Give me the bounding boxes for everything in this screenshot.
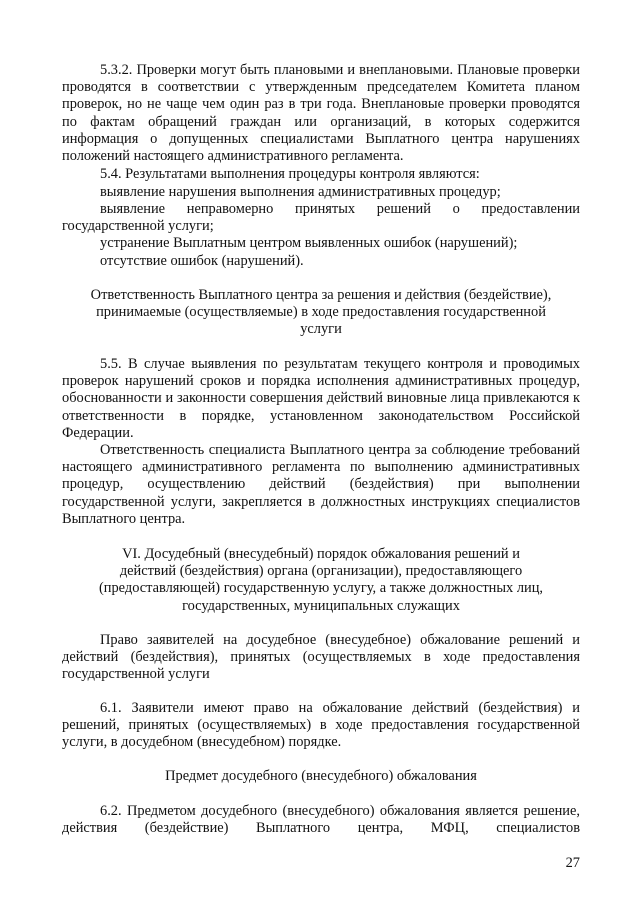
paragraph-right-to-appeal: Право заявителей на досудебное (внесудебное) обжалование решений и действий (бездействия), принятых (осуществляемых в ходе предоставления государственной услуги <box>62 632 580 683</box>
paragraph-6-1: 6.1. Заявители имеют право на обжалование действий (бездействия) и решений, принятых (осуществляемых) в ходе предоставления государственной услуги, в досудебном (внесудебном) порядке. <box>62 700 580 751</box>
list-item-no-errors: отсутствие ошибок (нарушений). <box>100 253 304 269</box>
heading-line: государственных, муниципальных служащих <box>182 597 460 614</box>
list-item-elimination: устранение Выплатным центром выявленных ошибок (нарушений); <box>100 235 518 251</box>
heading-line: VI. Досудебный (внесудебный) порядок обжалования решений и <box>122 546 520 562</box>
heading-line: (предоставляющей) государственную услугу, а также должностных лиц, <box>98 580 544 597</box>
paragraph-5-5: 5.5. В случае выявления по результатам текущего контроля и проводимых проверок нарушений сроков и порядка исполнения административных процедур, обоснованности и законности совершения действий виновные лица привлекаются к ответственности в порядке, установленном законодательством Российской Федерации. <box>62 356 580 441</box>
heading-line: действий (бездействия) органа (организации), предоставляющего <box>119 563 523 580</box>
paragraph-5-3-2: 5.3.2. Проверки могут быть плановыми и внеплановыми. Плановые проверки проводятся в соответствии с утвержденным председателем Комитета планом проверок, но не чаще чем один раз в три года. Внеплановые проверки проводятся по фактам обращений граждан или организаций, в которых содержится информация о допущенных специалистами Выплатного центра нарушениях положений настоящего административного регламента. <box>62 62 580 165</box>
heading-line: принимаемые (осуществляемые) в ходе предоставления государственной <box>96 304 546 321</box>
paragraph-6-2: 6.2. Предметом досудебного (внесудебного) обжалования является решение, действия (бездействие) Выплатного центра, МФЦ, специалистов <box>62 803 580 837</box>
list-item-violation: выявление нарушения выполнения административных процедур; <box>100 184 501 200</box>
list-item-unlawful-decisions: выявление неправомерно принятых решений о предоставлении государственной услуги; <box>62 201 580 235</box>
paragraph-specialist-responsibility: Ответственность специалиста Выплатного центра за соблюдение требований настоящего административного регламента по выполнению административных процедур, осуществлению действий (бездействия) при выполнении государственной услуги, закрепляется в должностных инструкциях специалистов Выплатного центра. <box>62 442 580 527</box>
heading-subject-of-appeal: Предмет досудебного (внесудебного) обжалования <box>165 768 477 784</box>
heading-responsibility <box>62 287 580 339</box>
heading-line: услуги <box>300 321 342 338</box>
heading-section-vi <box>62 546 580 615</box>
heading-line: Ответственность Выплатного центра за решения и действия (бездействие), <box>90 287 552 303</box>
paragraph-5-4: 5.4. Результатами выполнения процедуры контроля являются: <box>100 166 480 182</box>
page-number: 27 <box>565 855 580 871</box>
